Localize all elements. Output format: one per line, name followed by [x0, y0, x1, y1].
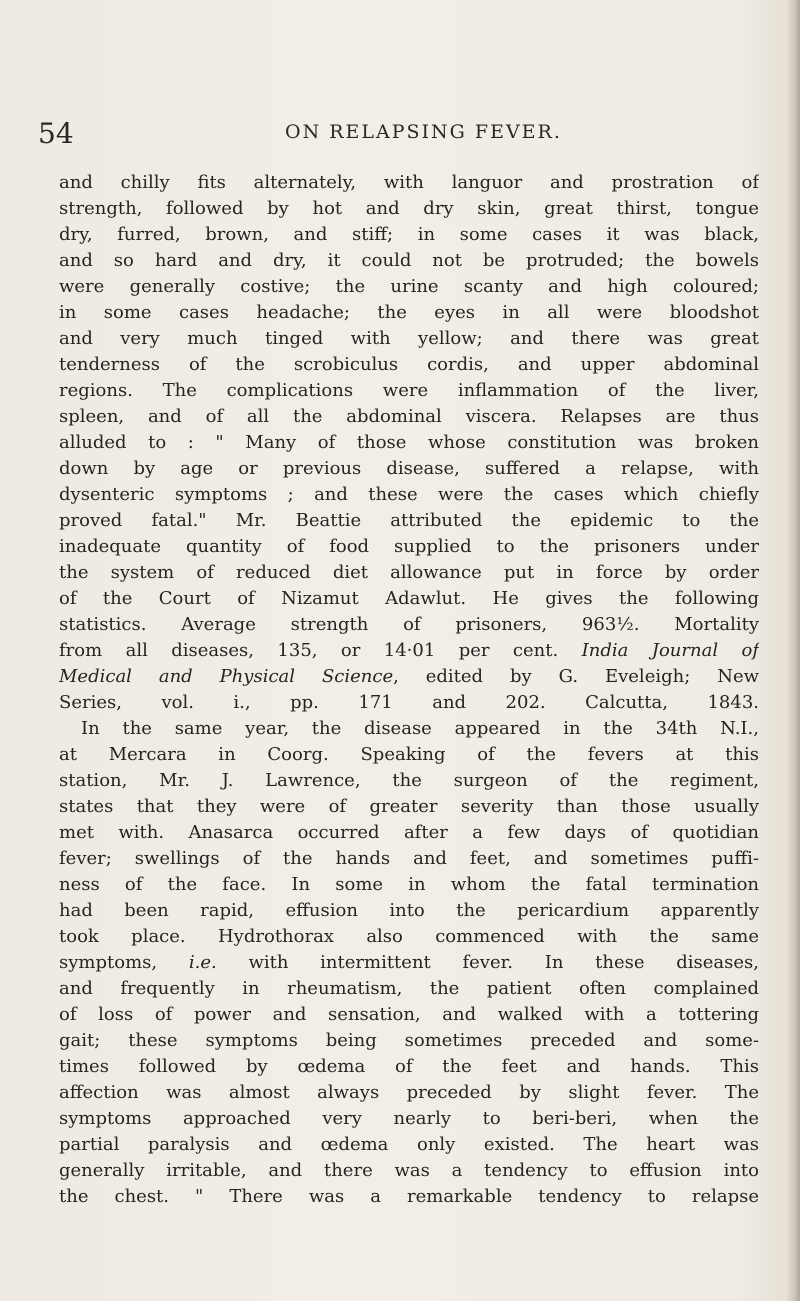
text-line: symptoms approached very nearly to beri-beri, when the [59, 1108, 759, 1129]
text-line: at Mercara in Coorg. Speaking of the fevers at this [59, 744, 759, 765]
text-line: took place. Hydrothorax also commenced with the same [59, 926, 759, 947]
text-line: and frequently in rheumatism, the patient often complained [59, 978, 759, 999]
body-text [59, 170, 759, 1210]
text-line: generally irritable, and there was a tendency to effusion into [59, 1160, 759, 1181]
text-line: alluded to : " Many of those whose constitution was broken [59, 432, 759, 453]
text-line-paragraph-start: In the same year, the disease appeared in the 34th N.I., [81, 718, 759, 739]
text-line: down by age or previous disease, suffered a relapse, with [59, 458, 759, 479]
text-line: times followed by œdema of the feet and hands. This [59, 1056, 759, 1077]
text-segment-rest: , edited by G. Eveleigh; New [393, 666, 759, 687]
text-line: and chilly fits alternately, with languor and prostration of [59, 172, 759, 193]
text-line: states that they were of greater severity than those usually [59, 796, 759, 817]
text-line: inadequate quantity of food supplied to the prisoners under [59, 536, 759, 557]
text-segment [59, 666, 759, 687]
text-line: the system of reduced diet allowance put in force by order [59, 562, 759, 583]
text-segment: with intermittent fever. In these diseases, [248, 952, 759, 973]
text-line: regions. The complications were inflammation of the liver, [59, 380, 759, 401]
text-line: gait; these symptoms being sometimes preceded and some- [59, 1030, 759, 1051]
journal-title-italic: India Journal of [581, 640, 759, 661]
text-line: met with. Anasarca occurred after a few days of quotidian [59, 822, 759, 843]
text-line: dysenteric symptoms ; and these were the cases which chiefly [59, 484, 759, 505]
journal-title-italic-cont: Medical and Physical Science [59, 666, 394, 687]
text-line: station, Mr. J. Lawrence, the surgeon of the regiment, [59, 770, 759, 791]
text-line: of the Court of Nizamut Adawlut. He gives the following [59, 588, 759, 609]
text-line: proved fatal." Mr. Beattie attributed the epidemic to the [59, 510, 759, 531]
text-line-with-italic [59, 638, 759, 664]
text-line: the chest. " There was a remarkable tendency to relapse [59, 1186, 759, 1207]
text-line: partial paralysis and œdema only existed. The heart was [59, 1134, 759, 1155]
text-line: and so hard and dry, it could not be protruded; the bowels [59, 250, 759, 271]
running-head: ON RELAPSING FEVER. [285, 121, 562, 143]
text-line: dry, furred, brown, and stiff; in some cases it was black, [59, 224, 759, 245]
text-line: of loss of power and sensation, and walked with a tottering [59, 1004, 759, 1025]
text-line: spleen, and of all the abdominal viscera. Relapses are thus [59, 406, 759, 427]
text-line: were generally costive; the urine scanty and high coloured; [59, 276, 759, 297]
text-line: Series, vol. i., pp. 171 and 202. Calcutta, 1843. [59, 692, 759, 713]
text-line: tenderness of the scrobiculus cordis, and upper abdominal [59, 354, 759, 375]
text-line-italic-start [59, 664, 759, 690]
text-segment: from all diseases, 135, or 14·01 per cent. [59, 640, 559, 661]
text-line: in some cases headache; the eyes in all were bloodshot [59, 302, 759, 323]
text-line: strength, followed by hot and dry skin, great thirst, tongue [59, 198, 759, 219]
text-line-with-italic [59, 950, 759, 976]
text-line: ness of the face. In some in whom the fatal termination [59, 874, 759, 895]
text-line: fever; swellings of the hands and feet, and sometimes puffi- [59, 848, 759, 869]
text-segment: symptoms, [59, 952, 158, 973]
text-line: affection was almost always preceded by slight fever. The [59, 1082, 759, 1103]
page-edge-shadow [786, 0, 800, 1301]
page-number: 54 [38, 117, 74, 150]
text-line: statistics. Average strength of prisoners, 963½. Mortality [59, 614, 759, 635]
ie-italic: i.e. [188, 952, 217, 973]
text-line: and very much tinged with yellow; and there was great [59, 328, 759, 349]
text-line: had been rapid, effusion into the pericardium apparently [59, 900, 759, 921]
